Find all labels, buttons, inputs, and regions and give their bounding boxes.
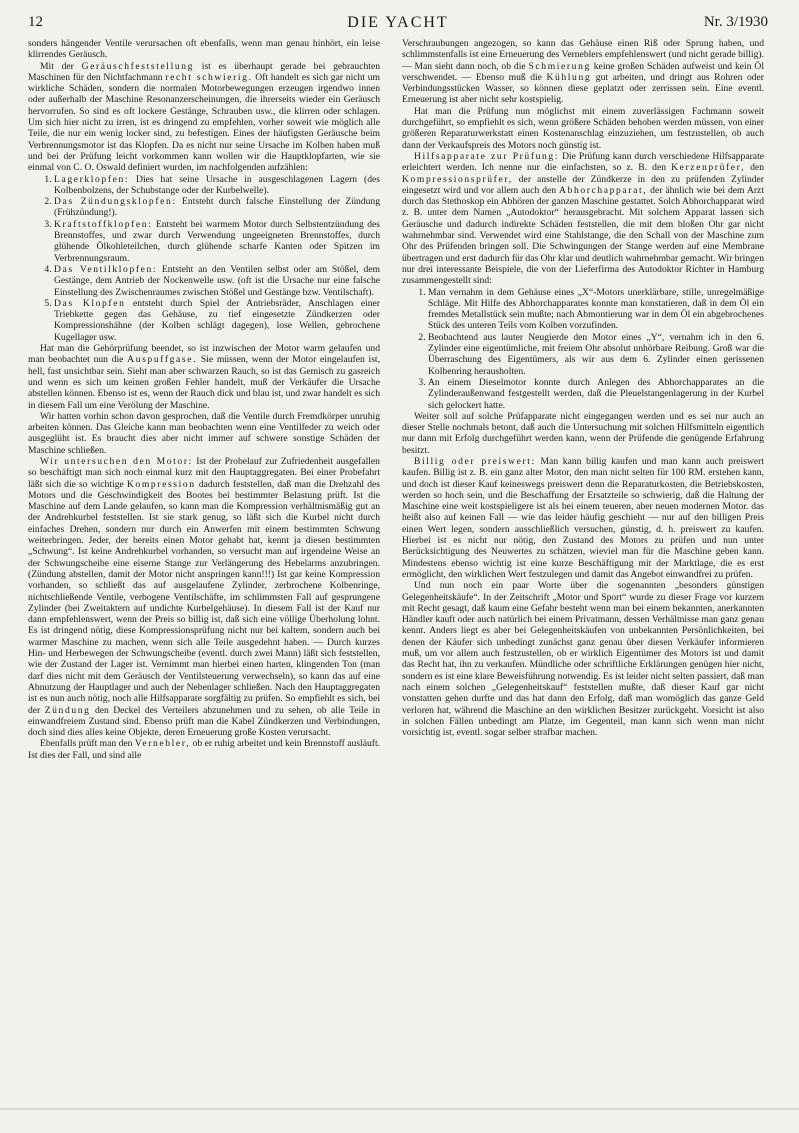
- paragraph: Hat man die Prüfung nun möglichst mit einem zuverlässigen Fachmann soweit durchgeführt, so empfiehlt es sich, wenn größere Schäden behoben werden müssen, von einer größeren Reparaturwerkstatt einen Kostenanschlag einzuziehen, um festzustellen, ob auch dann der Verkaufspreis des Motors noch günstig ist.: [402, 105, 764, 151]
- paragraph: Mit der Geräuschfeststellung ist es überhaupt gerade bei gebrauchten Maschinen für den Nichtfachmann recht schwierig. Oft handelt es sich gar nicht um wirkliche Schäden, sondern die normalen Motorbewegungen erzeugen irgendwo innen oder außerhalb der Maschine Resonanzerscheinungen, die ihrerseits wieder ein Geräusch hervorrufen. So sind es oft lockere Gestänge, Schrauben usw., die klirren oder schlagen. Um sich hier nicht zu irren, ist es dringend zu empfehlen, vorher soweit wie möglich alle Teile, die nur ein wenig locker sind, zu befestigen. Eines der häufigsten Geräusche beim Verbrennungsmotor ist das Klopfen. Da es nicht nur seine Ursache im Kolben haben muß und bei der Prüfung leicht vorkommen kann wollen wir die Hauptklopfarten, wie sie einmal von C. O. Oswald definiert wurden, im nachfolgenden aufzählen:: [28, 60, 380, 174]
- paragraph: Wir untersuchen den Motor: Ist der Probelauf zur Zufriedenheit ausgefallen so beschäftigt man sich noch einmal kurz mit den Hauptaggregaten. Bei einer Probefahrt läßt sich die so wichtige Kompression dadurch feststellen, daß man die Drehzahl des Motors und die Geschwindigkeit des Bootes bei bestimmter Belastung prüft. Ist die Maschine auf dem Lande gelaufen, so kann man die Kompression verhältnismäßig gut an der Andrehkurbel feststellen. Ist sie stark genug, so läßt sich die Kurbel nicht durch einfaches Drehen, sondern nur durch ein Anwerfen mit einem bestimmten Schwung weiterbringen. Jeder, der bereits einen Motor gehabt hat, kennt ja diesen bestimmten „Schwung“. Ist keine Andrehkurbel vorhanden, so versucht man auf irgendeine Weise an der Schwungscheibe eine eiserne Stange zur Verlängerung des Hebelarms anzubringen. (Zündung abstellen, damit der Motor nicht anspringen kann!!!) Ist gar keine Kompression vorhanden, so schließt das auf ausgelaufene Zylinder, zerbrochene Kolbenringe, nichtschließende Ventile, verbogene Ventilschäfte, im schlimmsten Fall auf gesprungene Zylinder (bei Zweitaktern auf undichte Kurbelgehäuse). In diesem Fall ist der Kauf nur dann empfehlenswert, wenn der Preis so billig ist, daß sich eine völlige Überholung lohnt. Es ist dringend nötig, diese Kompressionsprüfung nicht nur bei kaltem, sondern auch bei warmer Maschine zu machen, wenn sich alle Teile ausgedehnt haben. — Durch kurzes Hin- und Herbewegen der Schwungscheibe (eventl. durch zwei Mann) läßt sich feststellen, wie der Zustand der Lager ist. Vernimmt man hierbei einen harten, klingenden Ton (man darf dies nicht mit dem Geräusch der Ventilsteuerung verwechseln), so kann das auf eine Abnutzung der Hauptlager und auch der Nebenlager schließen. Nach den Hauptaggregaten ist es nun auch nötig, noch alle Hilfsapparate sorgfältig zu prüfen. So empfiehlt es sich, bei der Zündung den Deckel des Verteilers abzunehmen und zu sehen, ob alle Teile in einwandfreiem Zustand sind. Ebenso prüft man die Kabel Zündkerzen und Verbindungen, doch sind dies alles keine Objekte, deren Erneuerung große Kosten verursacht.: [28, 455, 380, 739]
- paragraph: Billig oder preiswert: Man kann billig kaufen und man kann auch preiswert kaufen. Billig ist z. B. ein ganz alter Motor, den man nicht selten für 100 RM. erstehen kann, und doch ist dieser Kauf keineswegs preiswert denn die Reparaturkosten, die Betriebskosten, werden so hoch sein, und die Beschaffung der Ersatzteile so schwierig, daß die Haltung der Maschine eine weit kostspieligere ist als bei einem teueren, aber neuen modernen Motor. das heißt also auf keinen Fall — wie das leider häufig geschieht — nur auf den billigen Preis einen Wert legen, sondern ausschließlich versuchen, günstig, d. h. preiswert zu kaufen. Hierbei ist es nicht nur nötig, den Zustand des Motors zu prüfen und nun unter Berücksichtigung des Neuwertes zu schätzen, wieviel man für die Maschine geben kann. Mindestens ebenso wichtig ist eine kurze Beschäftigung mit der Marktlage, die es erst ermöglicht, den wirklichen Wert festzulegen und damit das Angebot einwandfrei zu prüfen.: [402, 455, 764, 580]
- page-bottom-edge: [0, 1108, 799, 1110]
- issue-number: Nr. 3/1930: [703, 14, 768, 30]
- paragraph: Ebenfalls prüft man den Vernebler, ob er ruhig arbeitet und kein Brennstoff ausläuft. Ist dies der Fall, und sind alle: [28, 738, 381, 761]
- examples-list: [402, 287, 764, 411]
- list-item: 1. Lagerklopfen: Dies hat seine Ursache in ausgeschlagenen Lagern (des Kolbenbolzens, der Schubstange oder der Kurbelwelle).: [54, 174, 380, 197]
- paragraph: Verschraubungen angezogen, so kann das Gehäuse einen Riß oder Sprung haben, und schlimmstenfalls ist eine Erneuerung des Verneblers empfehlenswert (und nicht gerade billig). — Man sieht dann noch, ob die Schmierung keine großen Schäden aufweist und kein Öl verschwendet. — Ebenso muß die Kühlung gut arbeiten, und dringt aus Rohren oder Verbindungsstücken Wasser, so können diese geplatzt oder zerrissen sein. Eine eventl. Erneuerung ist aber nicht sehr kostspielig.: [402, 38, 764, 106]
- left-column: [28, 38, 380, 761]
- list-item: 5. Das Klopfen entsteht durch Spiel der Antriebsräder, Anschlagen einer Triebkette gegen das Gehäuse, zu tief eingesetzte Zündkerzen oder Kompressionshähne (der Kolben schlägt dagegen), lose Wellen, gebrochene Kugellager usw.: [54, 298, 380, 343]
- page-header: [28, 14, 768, 36]
- magazine-title: DIE YACHT: [347, 14, 449, 31]
- paragraph: Weiter soll auf solche Prüfapparate nicht eingegangen werden und es sei nur auch an dieser Stelle nochmals betont, daß auch die Untersuchung mit solchen Hilfsmitteln eigentlich nur dann mit Erfolg durchgeführt werden kann, wenn der Prüfende die genügende Erfahrung besitzt.: [402, 410, 764, 456]
- paragraph: Hilfsapparate zur Prüfung: Die Prüfung kann durch verschiedene Hilfsapparate erleichtert werden. Ich nenne nur die einfachsten, so z. B. den Kerzenprüfer, den Kompressionsprüfer, der anstelle der Zündkerze in den zu prüfenden Zylinder eingesetzt wird und vor allem auch den Abhorchapparat, der ähnlich wie bei dem Arzt durch das Stethoskop ein Abhören der ganzen Maschine gestattet. Solch Abhorchapparat wird z. B. unter dem Namen „Autodoktor“ herausgebracht. Mit solchem Apparat lassen sich Geräusche und dadurch indirekte Schäden feststellen, die mit dem bloßen Ohr gar nicht wahrnehmbar sind. Verwendet wird eine Stahlstange, die den Schall von der Maschine zum Ohr des Prüfenden bringen soll. Die Schwingungen der Stange werden auf eine Membrane übertragen und erst dadurch für das Ohr klar und deutlich wahrnehmbar gemacht. Wir bringen nur drei interessante Beispiele, die von der Lieferfirma des Autodoktor Richter in Hamburg zusammengestellt sind:: [402, 150, 764, 287]
- paragraph: Und nun noch ein paar Worte über die sogenannten „besonders günstigen Gelegenheitskäufe“. In der Zeitschrift „Motor und Sport“ wurde zu dieser Frage vor kurzem mit Recht gesagt, daß kaum eine Gefahr besteht wenn man bei einem bekannten, anerkannten Händler kauft oder auch natürlich bei einem Privatmann, dessen Verhältnisse man ganz genau kennt. Anders liegt es aber bei Gelegenheitskäufen von unbekannten Persönlichkeiten, bei denen der Käufer sich unbedingt zunächst ganz genau über diesen Verkäufer informieren muß, um vor allem auch festzustellen, ob er wirklich Eigentümer des Motors ist und damit das Recht hat, ihn zu verkaufen. Mündliche oder schriftliche Erklärungen genügen hier nicht, sondern es ist eine klare Beweisführung notwendig. Es ist leider nicht selten passiert, daß man nach einem solchen „Gelegenheitskauf“ feststellen mußte, daß dieser Kauf gar nicht vonstatten gehen durfte und das hat dann den Erfolg, daß man womöglich das ganze Geld verloren hat, während die Maschine an den wirklichen Besitzer zurückgeht. Vorsicht ist also in solchen Fällen unbedingt am Platze, im Gegenteil, man kann sich wenn man nicht vorsichtig ist, eventl. sogar selber strafbar machen.: [402, 580, 764, 739]
- list-item: 1. Man vernahm in dem Gehäuse eines „X“-Motors unerklärbare, stille, unregelmäßige Schläge. Mit Hilfe des Abhorchapparates konnte man konstatieren, daß in dem Öl ein fremdes Metallstück sein mußte; nach Abmontierung war in dem Öl ein abgebrochenes Stück des unteren Teils vom Kolben vorzufinden.: [428, 287, 764, 332]
- page-number: 12: [28, 14, 43, 30]
- right-column: [402, 38, 764, 738]
- knock-types-list: [28, 174, 380, 343]
- list-item: 2. Beobachtend aus lauter Neugierde den Motor eines „Y“, vernahm ich in den 6. Zylinder eine eigentümliche, mit freiem Ohr absolut unhörbare Reibung. Groß war die Überraschung des Eigentümers, als wir aus dem 6. Zylinder einen gerissenen Kolbenring herausholten.: [428, 332, 764, 377]
- paragraph: Hat man die Gehörprüfung beendet, so ist inzwischen der Motor warm gelaufen und man beobachtet nun die Auspuffgase. Sie müssen, wenn der Motor eingelaufen ist, hell, fast unsichtbar sein. Sieht man aber schwarzen Rauch, so ist das Gemisch zu gasreich und wenn es sich um keinen großen Fehler handelt, muß der Verkäufer die Ursache abstellen können. Ebenso ist es, wenn der Rauch dick und blau ist, und zwar handelt es sich in diesem Fall um eine Verölung der Maschine.: [28, 343, 380, 411]
- paragraph: Wir hatten vorhin schon davon gesprochen, daß die Ventile durch Fremdkörper unruhig arbeiten können. Das Gleiche kann man beobachten wenn eine Ventilfeder zu weich oder ausgeglüht ist. Es braucht dies aber nicht immer auf schwere sonstige Schäden der Maschine schließen.: [28, 410, 380, 456]
- list-item: 2. Das Zündungsklopfen: Entsteht durch falsche Einstellung der Zündung (Frühzündung!).: [54, 196, 380, 219]
- paragraph: sonders hängender Ventile verursachen oft ebenfalls, wenn man genau hinhört, ein leise klirrendes Geräusch.: [28, 38, 380, 61]
- list-item: 4. Das Ventilklopfen: Entsteht an den Ventilen selbst oder am Stößel, dem Gestänge, dem Antrieb der Nockenwelle usw. (oft ist die Ursache nur eine falsche Einstellung des Zwischenraumes zwischen Stößel und Gestänge bzw. Ventilschaft).: [54, 264, 380, 298]
- list-item: 3. An einem Dieselmotor konnte durch Anlegen des Abhorchapparates an die Zylinderaußenwand festgestellt werden, daß die Pleuelstangenlagerung in der Kurbel sich gelockert hatte.: [428, 377, 764, 411]
- list-item: 3. Kraftstoffklopfen: Entsteht bei warmem Motor durch Selbstentzündung des Brennstoffes, und zwar durch Verwendung ungeeigneten Brennstoffes, durch glühende Ölkohleteilchen, durch glühende scharfe Kanten oder Spitzen im Verbrennungsraum.: [54, 219, 380, 264]
